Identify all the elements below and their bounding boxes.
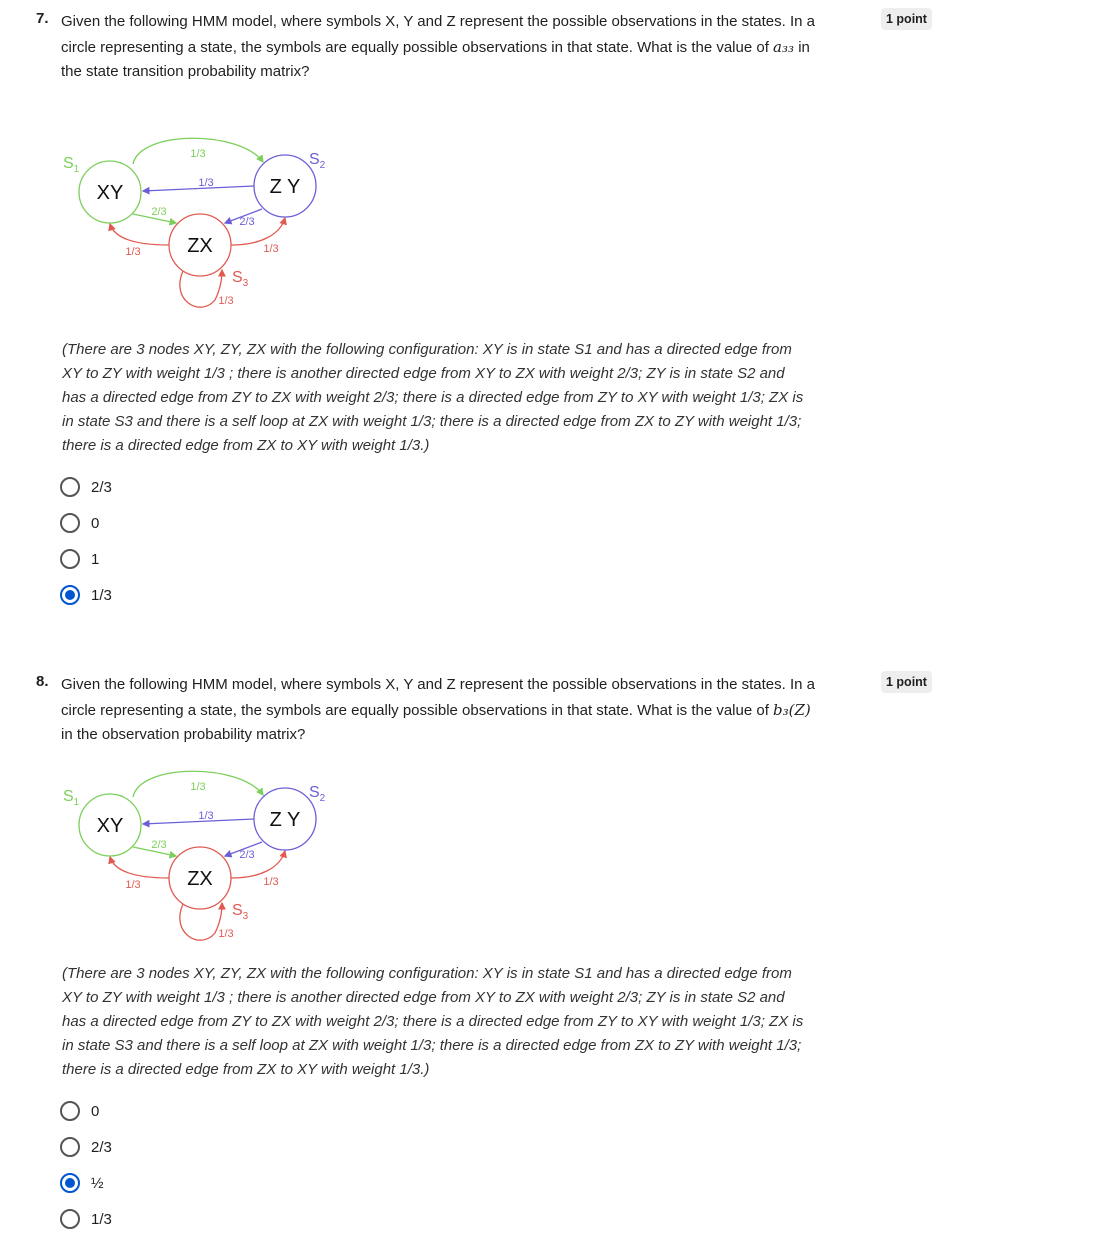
option-label: 1	[91, 550, 100, 568]
radio-button[interactable]	[60, 549, 80, 569]
question-text: Given the following HMM model, where symbols X, Y and Z represent the possible observations in the states. In a circle representing a state, the symbols are equally possible observations in that state. What is the value of a₃₃ in the state transition probability matrix?	[61, 13, 815, 80]
state-label-s1: $S_1$	[63, 155, 80, 175]
edge-label: 2/3	[239, 216, 255, 228]
node-label-zx: ZX	[187, 868, 213, 890]
points-badge: 1 point	[881, 671, 932, 693]
node-label-zy: Z Y	[269, 176, 301, 198]
node-label-xy: XY	[96, 182, 124, 204]
option-label: ½	[91, 1174, 104, 1192]
edge-label: 2/3	[151, 206, 167, 218]
edge-label: 2/3	[151, 839, 167, 851]
option-label: 0	[91, 1102, 100, 1120]
node-label-zx: ZX	[187, 235, 213, 257]
diagram-description: (There are 3 nodes XY, ZY, ZX with the following configuration: XY is in state S1 and has a directed edge from XY to ZY with weight 1/3 ; there is another directed edge from XY to ZX with weight 2/3; ZY is in state S2 and has a directed edge from ZY to ZX with weight 2/3; there is a directed edge from ZY to XY with weight 1/3; ZX is in state S3 and there is a self loop at ZX with weight 1/3; there is a directed edge from ZX to ZY with weight 1/3; there is a directed edge from ZX to XY with weight 1/3.)	[62, 965, 804, 1078]
question-number: 8.	[36, 673, 49, 690]
answer-option[interactable]	[60, 1165, 112, 1201]
option-label: 2/3	[91, 478, 112, 496]
math-expression: b₃(Z)	[773, 700, 811, 719]
radio-button[interactable]	[60, 1137, 80, 1157]
answer-option[interactable]	[60, 541, 112, 577]
answer-options	[60, 469, 112, 613]
edge-label: 1/3	[263, 243, 279, 255]
question-number: 7.	[36, 10, 49, 27]
state-label-s2: $S_2$	[309, 784, 326, 804]
edge-label: 2/3	[239, 849, 255, 861]
edge-label: 1/3	[190, 781, 206, 793]
edge-zx-xy	[110, 857, 169, 878]
radio-button[interactable]	[60, 585, 80, 605]
option-label: 1/3	[91, 1210, 112, 1228]
answer-option[interactable]	[60, 1201, 112, 1237]
edge-label: 1/3	[125, 879, 141, 891]
option-label: 0	[91, 514, 100, 532]
hmm-diagram	[50, 130, 340, 310]
question-text: Given the following HMM model, where symbols X, Y and Z represent the possible observations in the states. In a circle representing a state, the symbols are equally possible observations in that state. What is the value of b₃(Z) in the observation probability matrix?	[61, 676, 815, 743]
radio-button[interactable]	[60, 1209, 80, 1229]
edge-label: 1/3	[198, 810, 214, 822]
hmm-diagram	[50, 763, 340, 943]
answer-option[interactable]	[60, 577, 112, 613]
edge-label: 1/3	[263, 876, 279, 888]
option-label: 2/3	[91, 1138, 112, 1156]
diagram-description: (There are 3 nodes XY, ZY, ZX with the following configuration: XY is in state S1 and has a directed edge from XY to ZY with weight 1/3 ; there is another directed edge from XY to ZX with weight 2/3; ZY is in state S2 and has a directed edge from ZY to ZX with weight 2/3; there is a directed edge from ZY to XY with weight 1/3; ZX is in state S3 and there is a self loop at ZX with weight 1/3; there is a directed edge from ZX to ZY with weight 1/3; there is a directed edge from ZX to XY with weight 1/3.)	[62, 341, 804, 454]
state-label-s1: $S_1$	[63, 788, 80, 808]
edge-label: 1/3	[218, 928, 234, 940]
answer-option[interactable]	[60, 1129, 112, 1165]
state-label-s2: $S_2$	[309, 151, 326, 171]
answer-options	[60, 1093, 112, 1237]
node-label-zy: Z Y	[269, 809, 301, 831]
radio-button[interactable]	[60, 1173, 80, 1193]
edge-label: 1/3	[125, 246, 141, 258]
answer-option[interactable]	[60, 469, 112, 505]
state-label-s3: $S_3$	[232, 902, 249, 922]
edge-label: 1/3	[198, 177, 214, 189]
option-label: 1/3	[91, 586, 112, 604]
node-label-xy: XY	[96, 815, 124, 837]
radio-button[interactable]	[60, 477, 80, 497]
points-badge: 1 point	[881, 8, 932, 30]
answer-option[interactable]	[60, 505, 112, 541]
edge-label: 1/3	[190, 148, 206, 160]
answer-option[interactable]	[60, 1093, 112, 1129]
radio-button[interactable]	[60, 513, 80, 533]
math-expression: a₃₃	[773, 37, 795, 56]
radio-button[interactable]	[60, 1101, 80, 1121]
edge-zx-xy	[110, 224, 169, 245]
state-label-s3: $S_3$	[232, 269, 249, 289]
edge-label: 1/3	[218, 295, 234, 307]
